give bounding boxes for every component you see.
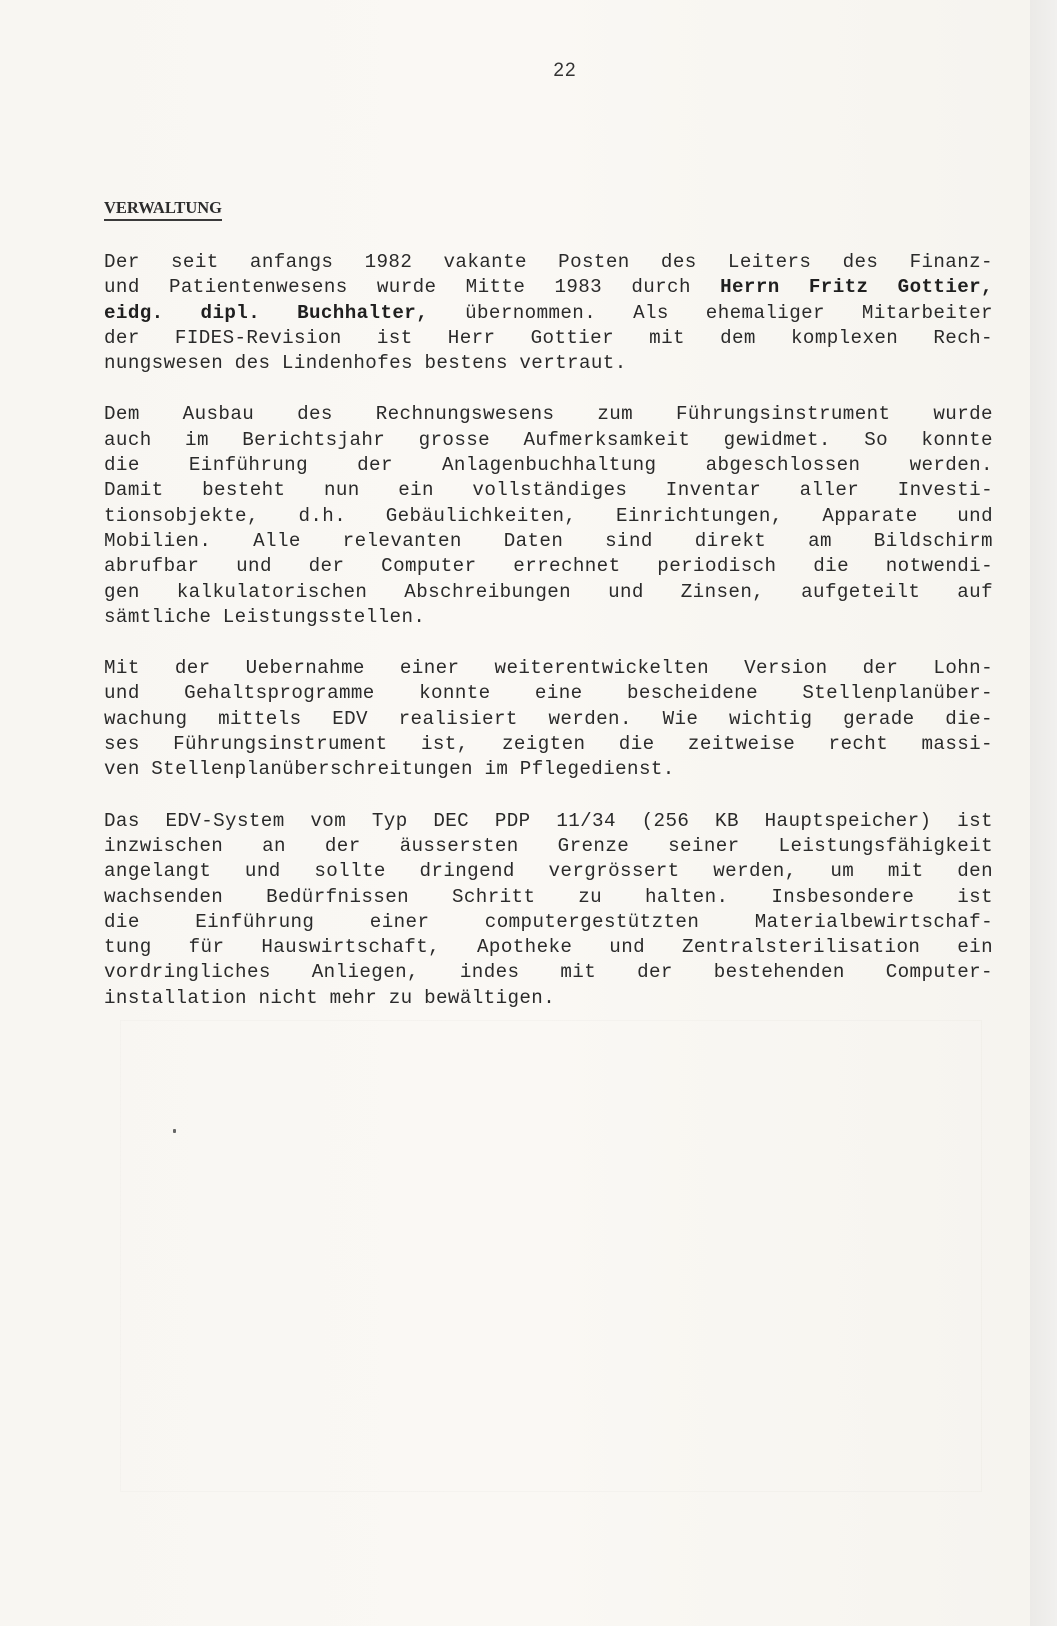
text-line: und Patientenwesens wurde Mitte 1983 durch Herrn Fritz Gottier, [104,276,993,299]
text-line: installation nicht mehr zu bewältigen. [104,986,556,1009]
text-line: wachung mittels EDV realisiert werden. Wie wichtig gerade die- [104,707,993,730]
paragraph [104,250,993,376]
text-line: Mobilien. Alle relevanten Daten sind direkt am Bildschirm [104,529,993,552]
paragraph [104,809,993,1011]
text-line: vordringliches Anliegen, indes mit der bestehenden Computer- [104,961,993,984]
text-line: angelangt und sollte dringend vergrössert werden, um mit den [104,860,993,883]
paragraph [104,656,993,782]
text-line: sämtliche Leistungsstellen. [104,605,426,628]
scan-speck [173,1129,176,1133]
text-line: Damit besteht nun ein vollständiges Inventar aller Investi- [104,479,993,502]
text-line: ses Führungsinstrument ist, zeigten die zeitweise recht massi- [104,733,993,756]
body-text [104,250,993,1037]
text-line: Dem Ausbau des Rechnungswesens zum Führungsinstrument wurde [104,403,993,426]
text-line: Das EDV-System vom Typ DEC PDP 11/34 (256 KB Hauptspeicher) ist [104,809,993,832]
text-line: tionsobjekte, d.h. Gebäulichkeiten, Einrichtungen, Apparate und [104,504,993,527]
paragraph [104,402,993,630]
section-heading: VERWALTUNG [104,199,222,221]
bleed-through-shadow [120,1020,982,1492]
text-line: der FIDES-Revision ist Herr Gottier mit dem komplexen Rech- [104,326,993,349]
text-line: eidg. dipl. Buchhalter, übernommen. Als ehemaliger Mitarbeiter [104,301,993,324]
page-edge [1030,0,1057,1626]
text-line: Der seit anfangs 1982 vakante Posten des Leiters des Finanz- [104,251,993,273]
text-line: Mit der Uebernahme einer weiterentwickelten Version der Lohn- [104,657,993,680]
text-line: die Einführung einer computergestützten Materialbewirtschaf- [104,910,993,933]
text-line: tung für Hauswirtschaft, Apotheke und Zentralsterilisation ein [104,936,993,959]
text-line: inzwischen an der äussersten Grenze seiner Leistungsfähigkeit [104,834,993,857]
text-line: auch im Berichtsjahr grosse Aufmerksamkeit gewidmet. So konnte [104,428,993,451]
text-line: wachsenden Bedürfnissen Schritt zu halten. Insbesondere ist [104,885,993,908]
text-line: ven Stellenplanüberschreitungen im Pflegedienst. [104,758,675,781]
text-line: die Einführung der Anlagenbuchhaltung abgeschlossen werden. [104,454,993,477]
page-number: 22 [553,60,577,81]
text-line: und Gehaltsprogramme konnte eine bescheidene Stellenplanüber- [104,682,993,705]
text-line: nungswesen des Lindenhofes bestens vertraut. [104,352,627,375]
text-line: gen kalkulatorischen Abschreibungen und Zinsen, aufgeteilt auf [104,580,993,603]
text-line: abrufbar und der Computer errechnet periodisch die notwendi- [104,555,993,578]
